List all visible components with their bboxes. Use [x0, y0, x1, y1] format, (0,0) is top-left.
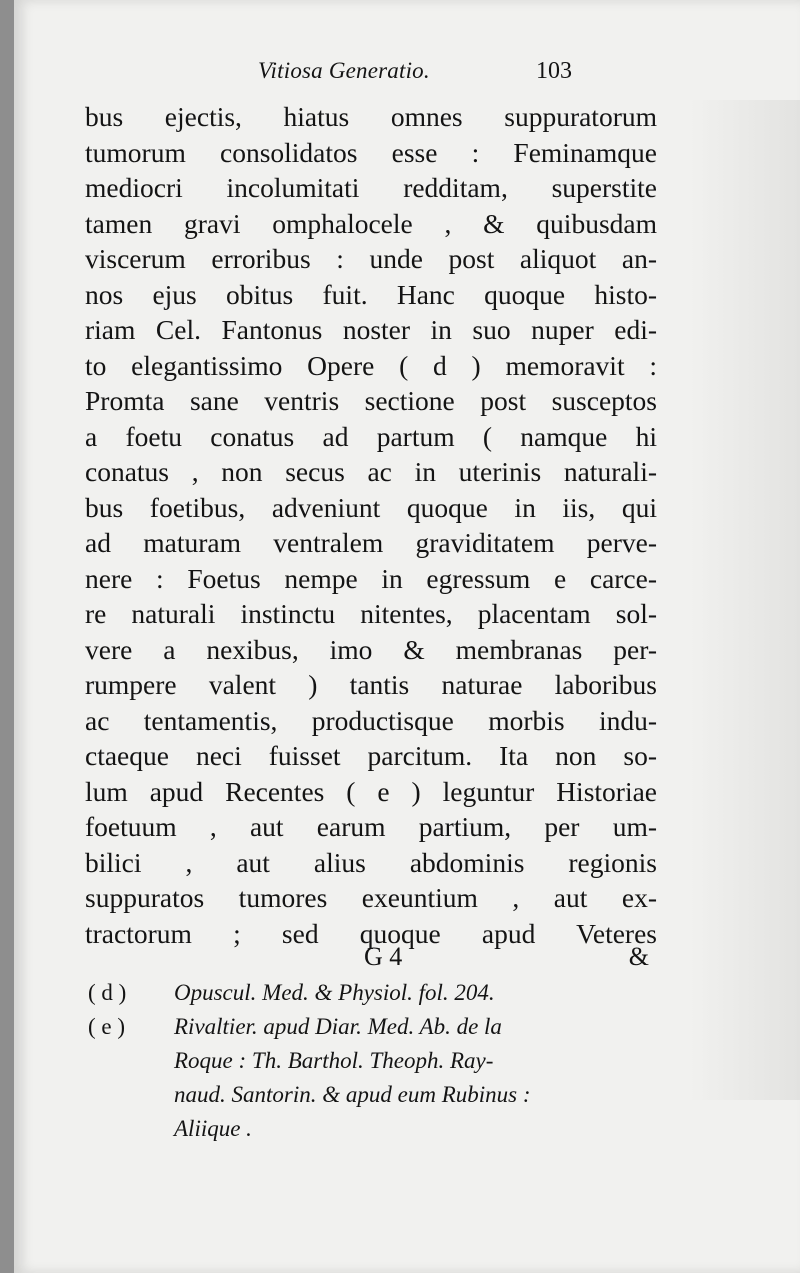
signature-mark: G 4	[364, 942, 403, 971]
footnote-d	[88, 976, 658, 1010]
text-line: ad maturam ventralem graviditatem perve-	[85, 527, 657, 558]
text-line: ac tentamentis, productisque morbis indu-	[85, 704, 657, 736]
text-line: ctaeque neci fuisset parcitum. Ita non so-	[85, 740, 657, 771]
footnote-marker: ( e )	[88, 1014, 126, 1039]
text-line: foetuum , aut earum partium, per um-	[85, 811, 657, 842]
text-line: tractorum ; sed quoque apud Veteres	[85, 917, 657, 949]
text-line: to elegantissimo Opere ( d ) memoravit :	[85, 349, 657, 381]
text-line: Promta sane ventris sectione post susceptos	[85, 385, 657, 416]
text-line: tamen gravi omphalocele , & quibusdam	[85, 207, 657, 239]
text-line: a foetu conatus ad partum ( namque hi	[85, 420, 657, 452]
footnote-text: Rivaltier. apud Diar. Med. Ab. de la	[174, 1014, 502, 1039]
footnote-marker: ( d )	[88, 980, 127, 1005]
text-line: riam Cel. Fantonus noster in suo nuper edi-	[85, 314, 657, 345]
page-header	[14, 58, 800, 94]
text-line: mediocri incolumitati redditam, superstite	[85, 172, 657, 203]
footnote-e-continuation	[88, 1044, 658, 1078]
text-line: lum apud Recentes ( e ) leguntur Historiae	[85, 775, 657, 807]
text-line: suppuratos tumores exeuntium , aut ex-	[85, 882, 657, 913]
footnote-text: Opuscul. Med. & Physiol. fol. 204.	[174, 980, 495, 1005]
signature-row	[85, 942, 657, 976]
text-line: nere : Foetus nempe in egressum e carce-	[85, 562, 657, 594]
text-line: bilici , aut alius abdominis regionis	[85, 846, 657, 878]
text-line: re naturali instinctu nitentes, placentam sol-	[85, 598, 657, 629]
footnote-text: Roque : Th. Barthol. Theoph. Ray-	[174, 1048, 494, 1073]
text-line: conatus , non secus ac in uterinis naturali-	[85, 456, 657, 487]
footnote-text: Aliique .	[174, 1116, 252, 1141]
running-title: Vitiosa Generatio.	[258, 58, 430, 83]
text-line: rumpere valent ) tantis naturae laboribus	[85, 669, 657, 700]
text-line: bus ejectis, hiatus omnes suppuratorum	[85, 101, 657, 132]
body-text	[85, 99, 657, 951]
footnote-e-continuation	[88, 1112, 658, 1146]
book-page	[14, 0, 800, 1273]
text-line: bus foetibus, adveniunt quoque in iis, qui	[85, 491, 657, 523]
footnote-text: naud. Santorin. & apud eum Rubinus :	[174, 1082, 531, 1107]
catchword: &	[628, 942, 649, 971]
page-number: 103	[536, 58, 572, 84]
footnote-e-continuation	[88, 1078, 658, 1112]
text-line: viscerum erroribus : unde post aliquot an-	[85, 243, 657, 274]
footnote-e	[88, 1010, 658, 1044]
text-line: nos ejus obitus fuit. Hanc quoque histo-	[85, 278, 657, 310]
text-line: tumorum consolidatos esse : Feminamque	[85, 136, 657, 168]
text-line: vere a nexibus, imo & membranas per-	[85, 633, 657, 665]
footnotes	[88, 976, 658, 1146]
show-through-shade	[690, 100, 800, 1100]
